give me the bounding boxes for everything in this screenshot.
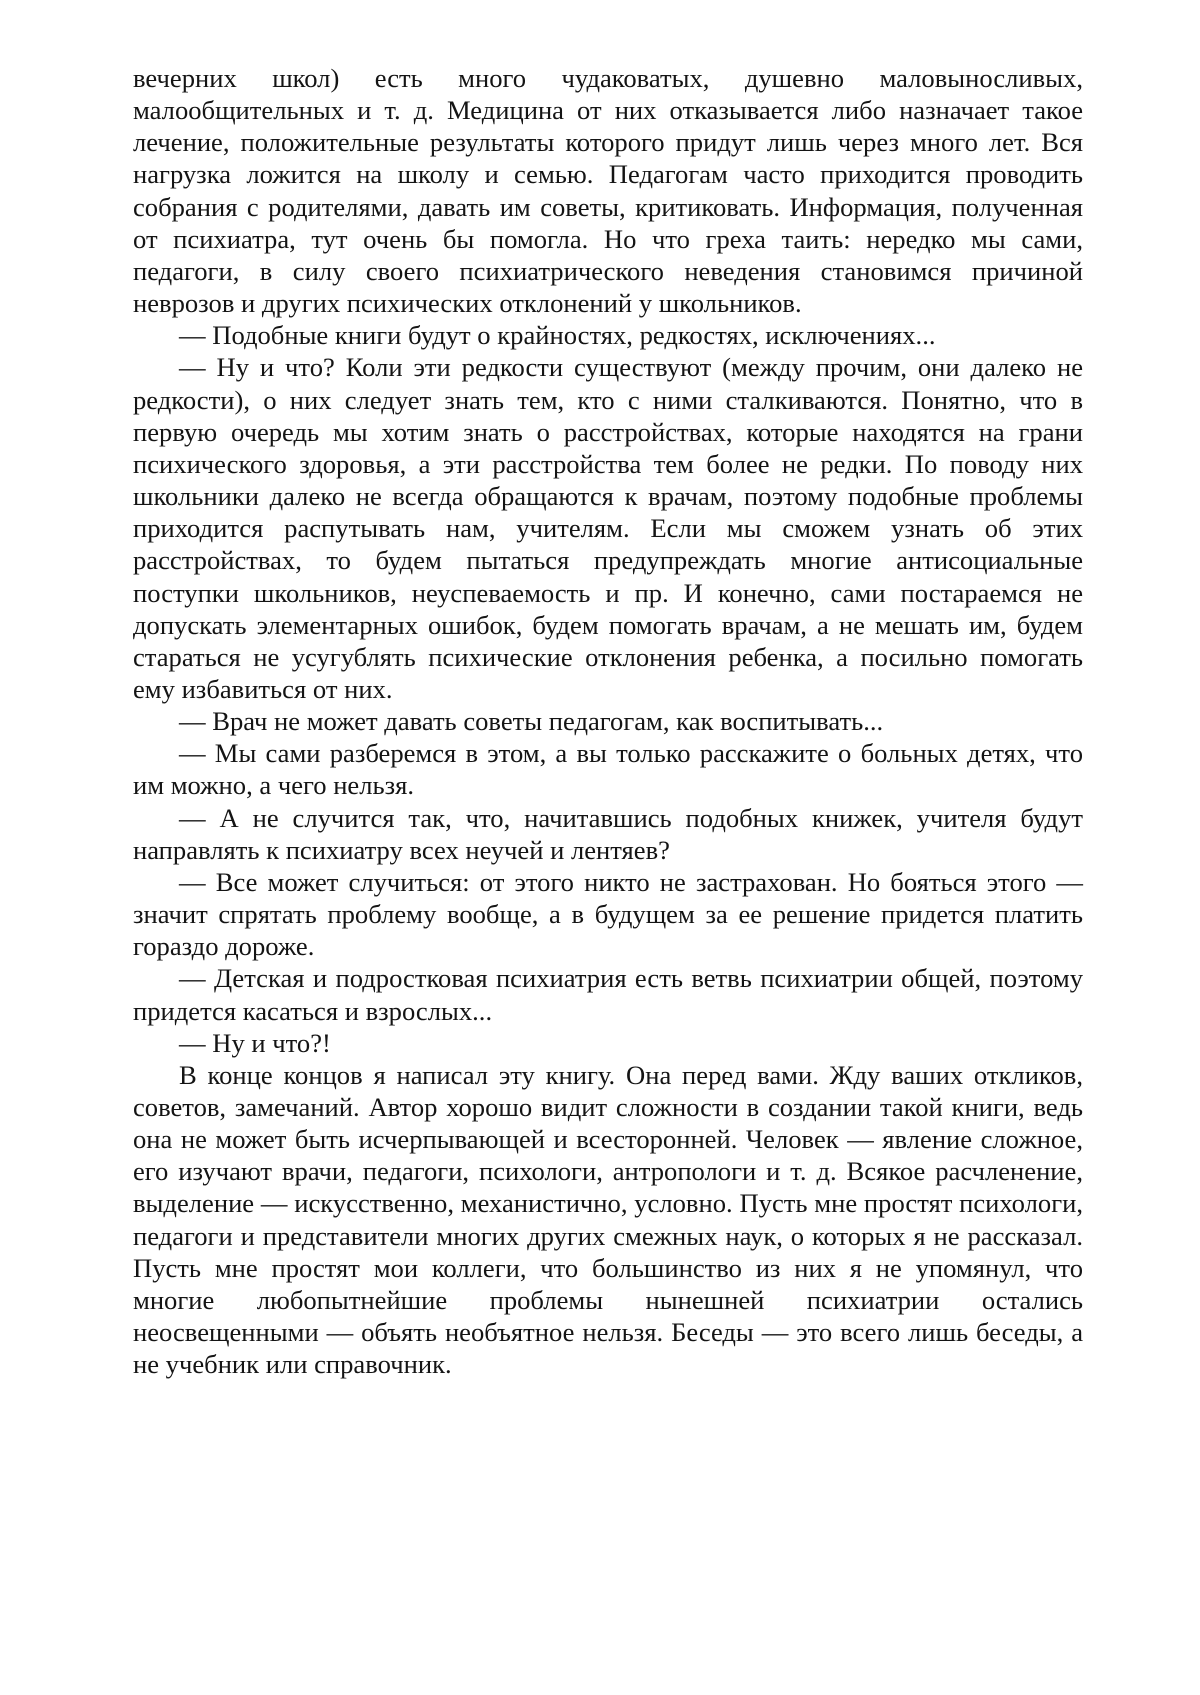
paragraph-5: — Мы сами разберемся в этом, а вы только расскажите о больных детях, что им можно, а чего нельзя. [133,738,1083,801]
paragraph-7: — Все может случиться: от этого никто не застрахован. Но бояться этого — значит спрятать проблему вообще, а в будущем за ее решение придется платить гораздо дороже. [133,866,1083,962]
paragraph-2: — Подобные книги будут о крайностях, редкостях, исключениях... [179,320,936,351]
paragraph-3: — Ну и что? Коли эти редкости существуют (между прочим, они далеко не редкости), о них следует знать тем, кто с ними сталкиваются. Понятно, что в первую очередь мы хотим знать о расстройствах, которые находятся на грани психического здоровья, а эти расстройства тем более не редки. По поводу них школьники далеко не всегда обращаются к врачам, поэтому подобные проблемы приходится распутывать нам, учителям. Если мы сможем узнать об этих расстройствах, то будем пытаться предупреждать многие антисоциальные поступки школьников, неуспеваемость и пр. И конечно, сами постараемся не допускать элементарных ошибок, будем помогать врачам, а не мешать им, будем стараться не усугублять психические отклонения ребенка, а посильно помогать ему избавиться от них. [133,352,1083,704]
paragraph-8: — Детская и подростковая психиатрия есть ветвь психиатрии общей, поэтому придется касаться и взрослых... [133,963,1083,1026]
paragraph-9: — Ну и что?! [179,1027,331,1058]
paragraph-6: — А не случится так, что, начитавшись подобных книжек, учителя будут направлять к психиатру всех неучей и лентяев? [133,802,1083,865]
paragraph-1: вечерних школ) есть много чудаковатых, душевно маловыносливых, малообщительных и т. д. Медицина от них отказывается либо назначает такое лечение, положительные результаты которого придут лишь через много лет. Вся нагрузка ложится на школу и семью. Педагогам часто приходится проводить собрания с родителями, давать им советы, критиковать. Информация, полученная от психиатра, тут очень бы помогла. Но что греха таить: нередко мы сами, педагоги, в силу своего психиатрического неведения становимся причиной неврозов и других психических отклонений у школьников. [133,63,1083,319]
paragraph-4: — Врач не может давать советы педагогам, как воспитывать... [179,706,884,737]
page-text-body [133,62,1083,1380]
paragraph-10: В конце концов я написал эту книгу. Она перед вами. Жду ваших откликов, советов, замечаний. Автор хорошо видит сложности в создании такой книги, ведь она не может быть исчерпывающей и всесторонней. Человек — явление сложное, его изучают врачи, педагоги, психологи, антропологи и т. д. Всякое расчленение, выделение — искусственно, механистично, условно. Пусть мне простят психологи, педагоги и представители многих других смежных наук, о которых я не рассказал. Пусть мне простят мои коллеги, что большинство из них я не упомянул, что многие любопытнейшие проблемы нынешней психиатрии остались неосвещенными — объять необъятное нельзя. Беседы — это всего лишь беседы, а не учебник или справочник. [133,1059,1083,1380]
